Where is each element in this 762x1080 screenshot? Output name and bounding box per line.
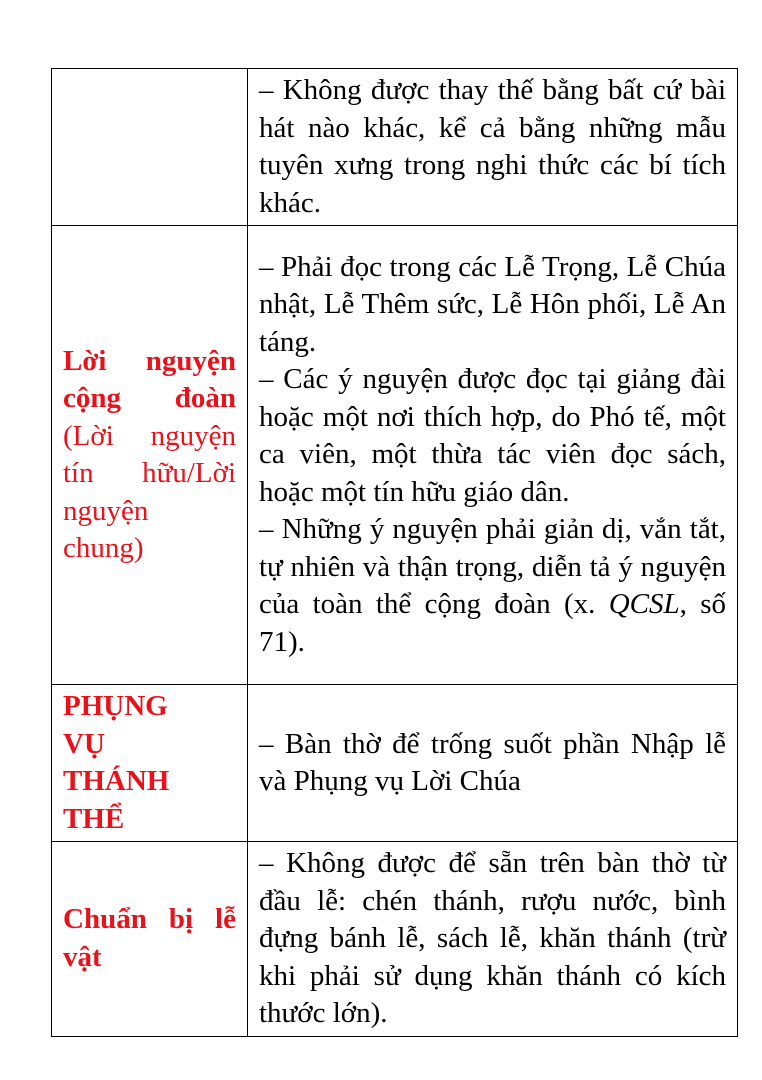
row-content-cell bbox=[248, 226, 738, 685]
row-label-cell bbox=[52, 69, 248, 226]
row-label-cell bbox=[52, 685, 248, 842]
table-row bbox=[52, 226, 738, 685]
section-label: PHỤNG VỤ THÁNH THỂ bbox=[63, 690, 170, 835]
row-label-cell bbox=[52, 226, 248, 685]
row-content-cell bbox=[248, 685, 738, 842]
row-content-cell bbox=[248, 842, 738, 1037]
rule-text-main: – Những ý nguyện phải giản dị, vắn tắt, tự nhiên và thận trọng, diễn tả ý nguyện của toàn thể cộng đoàn (x. bbox=[259, 513, 726, 621]
reference-number: , số 71). bbox=[259, 588, 726, 658]
rule-text bbox=[259, 511, 726, 661]
section-label: Chuẩn bị lễ vật bbox=[63, 903, 236, 973]
reference-abbrev: QCSL bbox=[608, 588, 680, 621]
table-row bbox=[52, 69, 738, 226]
row-label-cell bbox=[52, 842, 248, 1037]
rule-text: – Bàn thờ để trống suốt phần Nhập lễ và Phụng vụ Lời Chúa bbox=[259, 727, 726, 797]
section-label bbox=[63, 343, 236, 568]
label-title: Lời nguyện cộng đoàn bbox=[63, 344, 236, 414]
table-row bbox=[52, 685, 738, 842]
rule-text: – Không được thay thế bằng bất cứ bài hát nào khác, kể cả bằng những mẫu tuyên xưng trong nghi thức các bí tích khác. bbox=[259, 74, 726, 219]
liturgy-table bbox=[51, 68, 738, 1037]
table-row bbox=[52, 842, 738, 1037]
label-subtitle: (Lời nguyện tín hữu/Lời nguyện chung) bbox=[63, 419, 236, 564]
rule-text: – Các ý nguyện được đọc tại giảng đài hoặc một nơi thích hợp, do Phó tế, một ca viên, một thừa tác viên đọc sách, hoặc một tín hữu giáo dân. bbox=[259, 363, 726, 508]
rule-text: – Không được để sẵn trên bàn thờ từ đầu lễ: chén thánh, rượu nước, bình đựng bánh lễ, sách lễ, khăn thánh (trừ khi phải sử dụng khăn thánh có kích thước lớn). bbox=[259, 847, 726, 1029]
rule-text: – Phải đọc trong các Lễ Trọng, Lễ Chúa nhật, Lễ Thêm sức, Lễ Hôn phối, Lễ An táng. bbox=[259, 250, 726, 358]
row-content-cell bbox=[248, 69, 738, 226]
